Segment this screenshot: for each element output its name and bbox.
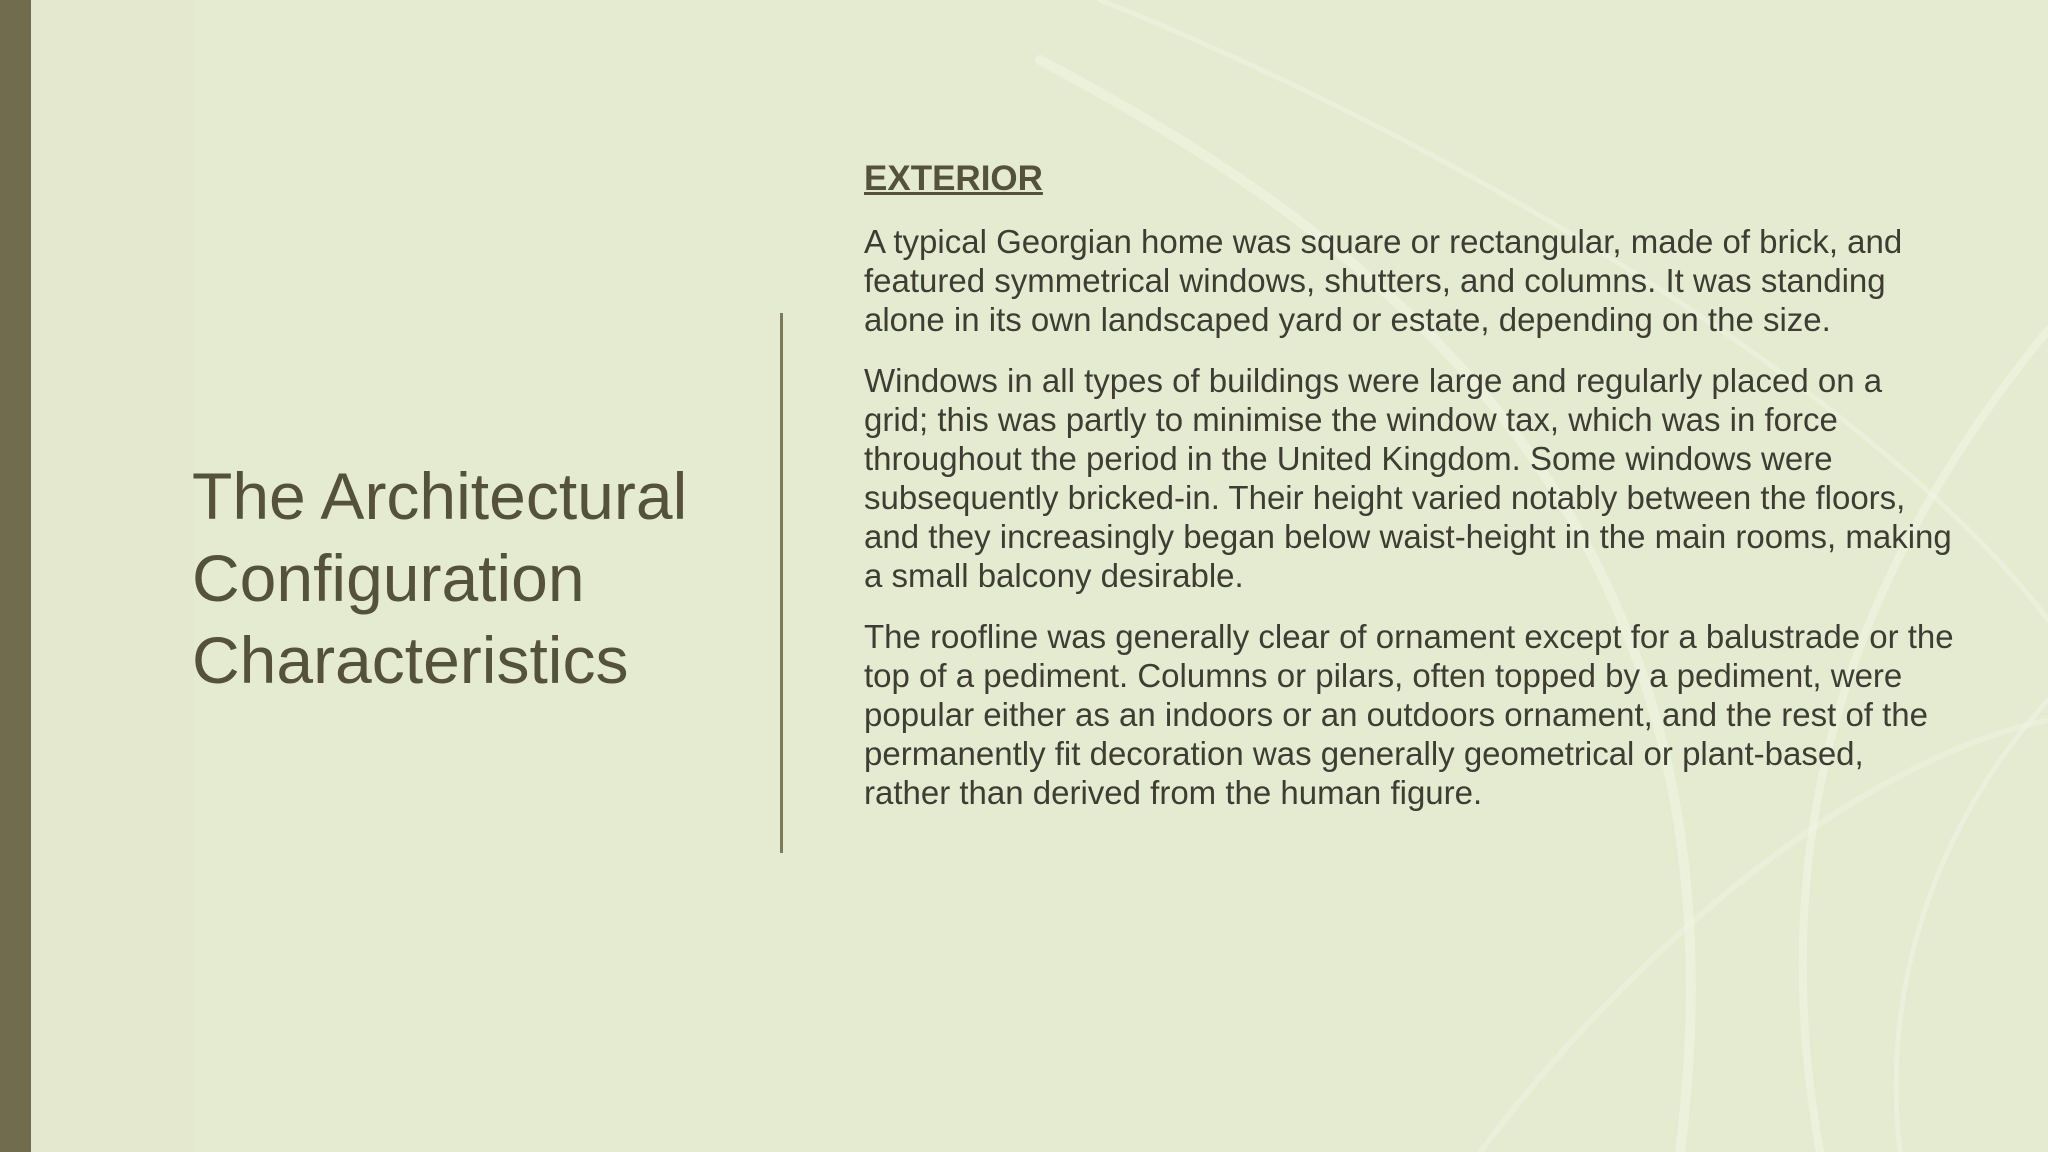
accent-bar	[0, 0, 31, 1152]
slide-title: The Architectural Configuration Characteristics	[192, 459, 688, 697]
paragraph-exterior-shape: A typical Georgian home was square or rectangular, made of brick, and featured symmetrical windows, shutters, and columns. It was standing alone in its own landscaped yard or estate, depending on the size.	[864, 223, 1903, 338]
content-column	[864, 158, 1954, 834]
section-heading: EXTERIOR	[864, 159, 1043, 198]
vertical-divider	[780, 313, 783, 853]
left-panel-shade	[31, 0, 194, 1152]
paragraph-windows: Windows in all types of buildings were large and regularly placed on a grid; this was partly to minimise the window tax, which was in force throughout the period in the United Kingdom. Some windows were subsequently bricked-in. Their height varied notably between the floors, and they increasingly began below waist-height in the main rooms, making a small balcony desirable.	[864, 362, 1952, 594]
paragraph-roofline: The roofline was generally clear of ornament except for a balustrade or the top of a pediment. Columns or pilars, often topped by a pediment, were popular either as an indoors or an outdoors ornament, and the rest of the permanently fit decoration was generally geometrical or plant-based, rather than derived from the human figure.	[864, 618, 1954, 811]
